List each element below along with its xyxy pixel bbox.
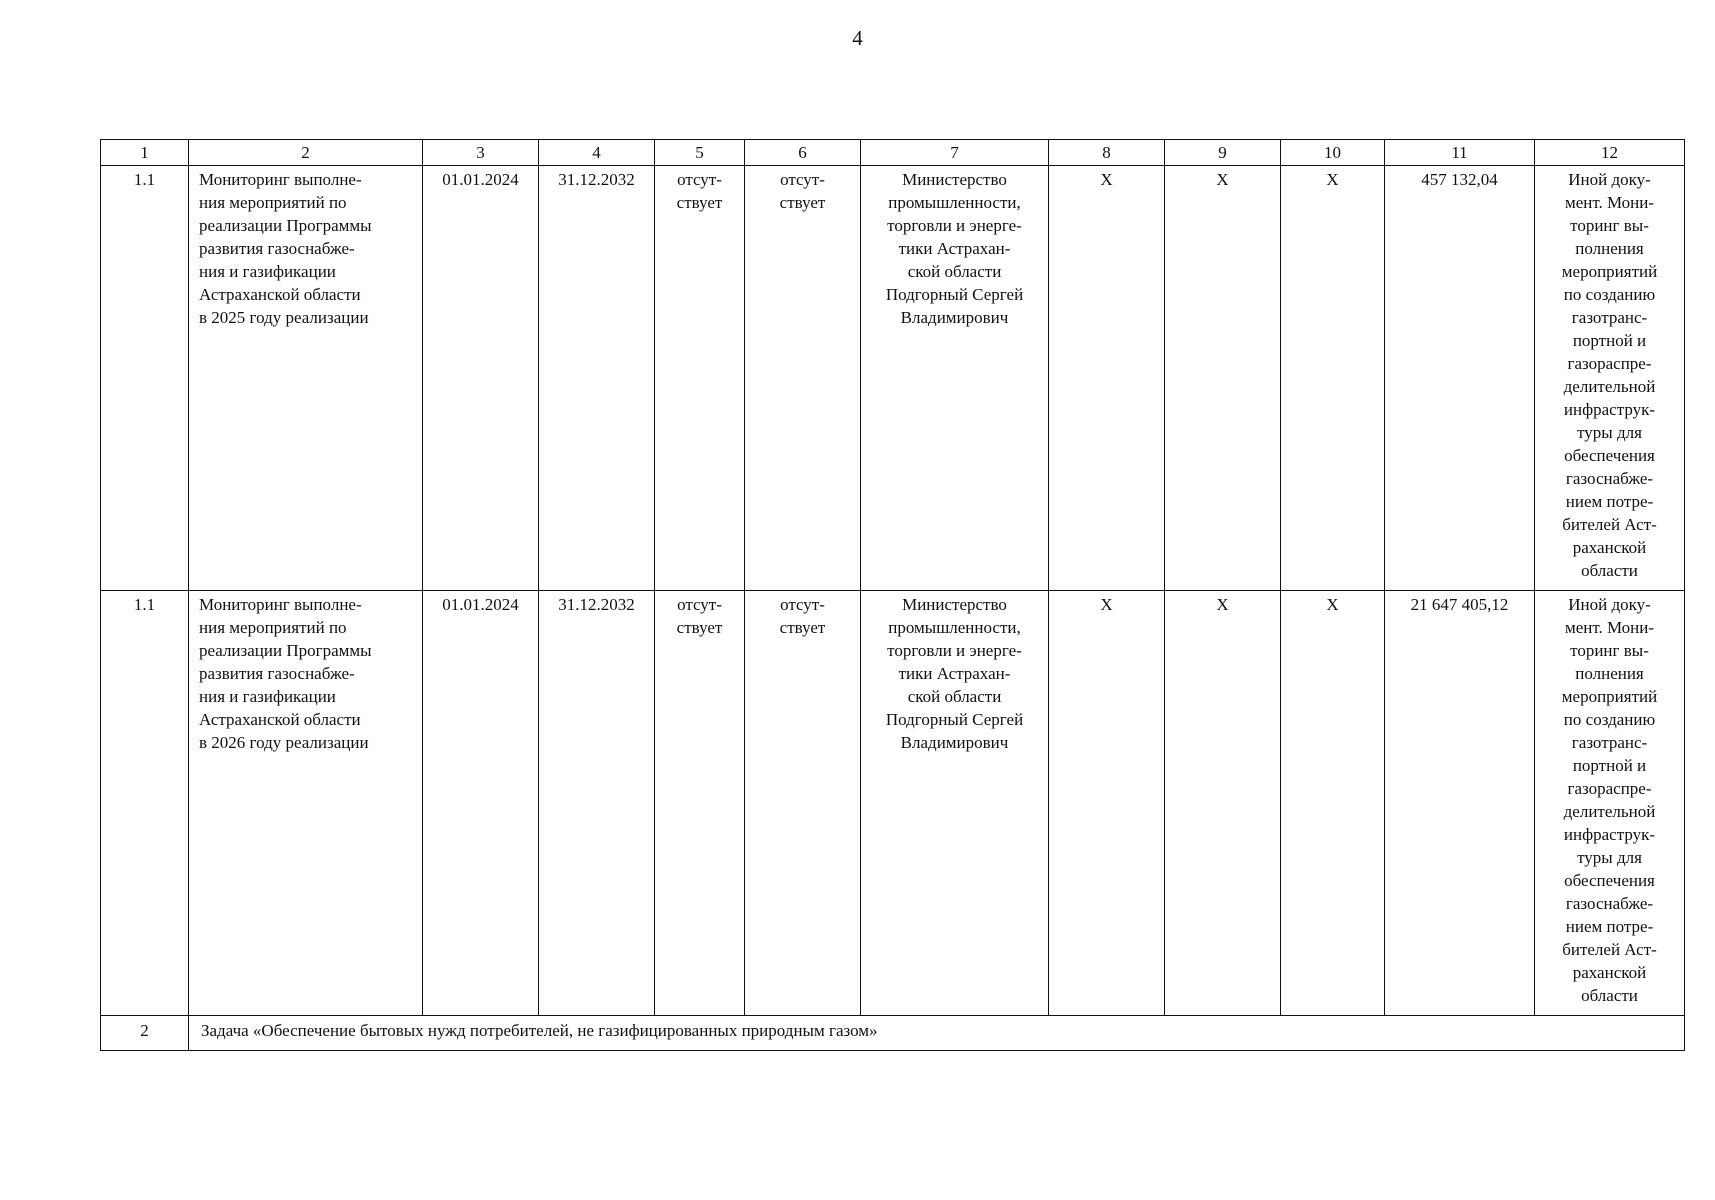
row-number: 1.1 (101, 166, 189, 591)
task-number: 2 (101, 1016, 189, 1051)
document-line: обеспечения (1564, 871, 1655, 890)
document-line: туры для (1577, 848, 1642, 867)
column-number: 12 (1535, 140, 1685, 166)
document-line: торинг вы- (1570, 216, 1649, 235)
responsible-line: ской области (907, 262, 1002, 281)
document-line: бителей Аст- (1562, 940, 1657, 959)
value-line: ствует (676, 193, 723, 212)
column-number: 3 (423, 140, 539, 166)
column-number: 6 (745, 140, 861, 166)
measure-name-line: в 2026 году реализации (199, 733, 369, 752)
measure-name (189, 166, 423, 591)
responsible-line: ской области (907, 687, 1002, 706)
column-number: 9 (1165, 140, 1281, 166)
measure-name-line: в 2025 году реализации (199, 308, 369, 327)
document-line: газораспре- (1567, 354, 1652, 373)
column-9-value: X (1165, 591, 1281, 1016)
column-number: 11 (1385, 140, 1535, 166)
start-date: 01.01.2024 (423, 166, 539, 591)
responsible-line: промышленности, (888, 193, 1021, 212)
end-date: 31.12.2032 (539, 591, 655, 1016)
responsible-line: торговли и энерге- (887, 641, 1022, 660)
document-line: мент. Мони- (1564, 618, 1655, 637)
measures-table (100, 139, 1685, 1051)
responsible-line: тики Астрахан- (898, 664, 1011, 683)
document-line: области (1581, 561, 1638, 580)
document-line: нием потре- (1565, 492, 1654, 511)
responsible-line: Министерство (902, 170, 1007, 189)
responsible-line: Владимирович (900, 733, 1009, 752)
document-line: газотранс- (1571, 308, 1648, 327)
task-row (101, 1016, 1685, 1051)
responsible-line: торговли и энерге- (887, 216, 1022, 235)
document-line: Иной доку- (1568, 595, 1651, 614)
column-6-value (745, 591, 861, 1016)
column-number: 1 (101, 140, 189, 166)
document-line: полнения (1575, 239, 1644, 258)
value-line: отсут- (780, 170, 825, 189)
column-10-value: X (1281, 591, 1385, 1016)
measure-name-line: реализации Программы (199, 216, 372, 235)
column-8-value: X (1049, 591, 1165, 1016)
document-line: инфраструк- (1563, 400, 1656, 419)
task-title: Задача «Обеспечение бытовых нужд потребителей, не газифицированных природным газом» (189, 1016, 1685, 1051)
measure-name-line: развития газоснабже- (199, 664, 355, 683)
measure-name-line: Астраханской области (199, 710, 361, 729)
document-line: делительной (1563, 377, 1656, 396)
column-5-value (655, 166, 745, 591)
page-number: 4 (852, 26, 863, 50)
column-number: 4 (539, 140, 655, 166)
value-line: ствует (676, 618, 723, 637)
table-row (101, 166, 1685, 591)
measure-name-line: ния и газификации (199, 262, 336, 281)
responsible-line: Министерство (902, 595, 1007, 614)
column-number-row (101, 140, 1685, 166)
document-line: раханской (1572, 963, 1647, 982)
column-number: 10 (1281, 140, 1385, 166)
document-line: Иной доку- (1568, 170, 1651, 189)
document-line: туры для (1577, 423, 1642, 442)
document-line: по созданию (1563, 710, 1656, 729)
document-line: мероприятий (1561, 687, 1658, 706)
column-8-value: X (1049, 166, 1165, 591)
column-10-value: X (1281, 166, 1385, 591)
value-line: ствует (779, 618, 826, 637)
document-line: по созданию (1563, 285, 1656, 304)
measure-name-line: реализации Программы (199, 641, 372, 660)
column-6-value (745, 166, 861, 591)
value-line: отсут- (677, 170, 722, 189)
measure-name-line: ния и газификации (199, 687, 336, 706)
measure-name-line: ния мероприятий по (199, 618, 347, 637)
responsible-line: промышленности, (888, 618, 1021, 637)
document-line: газотранс- (1571, 733, 1648, 752)
measure-name-line: Астраханской области (199, 285, 361, 304)
row-number: 1.1 (101, 591, 189, 1016)
responsible-line: Владимирович (900, 308, 1009, 327)
column-9-value: X (1165, 166, 1281, 591)
column-number: 2 (189, 140, 423, 166)
end-date: 31.12.2032 (539, 166, 655, 591)
funding-amount: 21 647 405,12 (1385, 591, 1535, 1016)
measure-name-line: развития газоснабже- (199, 239, 355, 258)
document-line: инфраструк- (1563, 825, 1656, 844)
document-line: торинг вы- (1570, 641, 1649, 660)
column-number: 5 (655, 140, 745, 166)
document-line: газоснабже- (1565, 469, 1654, 488)
document-line: портной и (1572, 756, 1647, 775)
document-line: мент. Мони- (1564, 193, 1655, 212)
measure-name-line: Мониторинг выполне- (199, 170, 362, 189)
document-line: обеспечения (1564, 446, 1655, 465)
document-line: газораспре- (1567, 779, 1652, 798)
responsible-line: Подгорный Сергей (885, 710, 1024, 729)
result-document (1535, 591, 1685, 1016)
responsible-line: Подгорный Сергей (885, 285, 1024, 304)
document-line: делительной (1563, 802, 1656, 821)
column-5-value (655, 591, 745, 1016)
responsible-executor (861, 591, 1049, 1016)
measure-name-line: Мониторинг выполне- (199, 595, 362, 614)
column-number: 8 (1049, 140, 1165, 166)
column-number: 7 (861, 140, 1049, 166)
document-line: бителей Аст- (1562, 515, 1657, 534)
measure-name (189, 591, 423, 1016)
document-line: области (1581, 986, 1638, 1005)
funding-amount: 457 132,04 (1385, 166, 1535, 591)
value-line: отсут- (780, 595, 825, 614)
document-line: нием потре- (1565, 917, 1654, 936)
responsible-executor (861, 166, 1049, 591)
value-line: ствует (779, 193, 826, 212)
document-line: мероприятий (1561, 262, 1658, 281)
measure-name-line: ния мероприятий по (199, 193, 347, 212)
table-row (101, 591, 1685, 1016)
responsible-line: тики Астрахан- (898, 239, 1011, 258)
document-line: портной и (1572, 331, 1647, 350)
start-date: 01.01.2024 (423, 591, 539, 1016)
document-line: полнения (1575, 664, 1644, 683)
document-line: раханской (1572, 538, 1647, 557)
document-line: газоснабже- (1565, 894, 1654, 913)
value-line: отсут- (677, 595, 722, 614)
result-document (1535, 166, 1685, 591)
